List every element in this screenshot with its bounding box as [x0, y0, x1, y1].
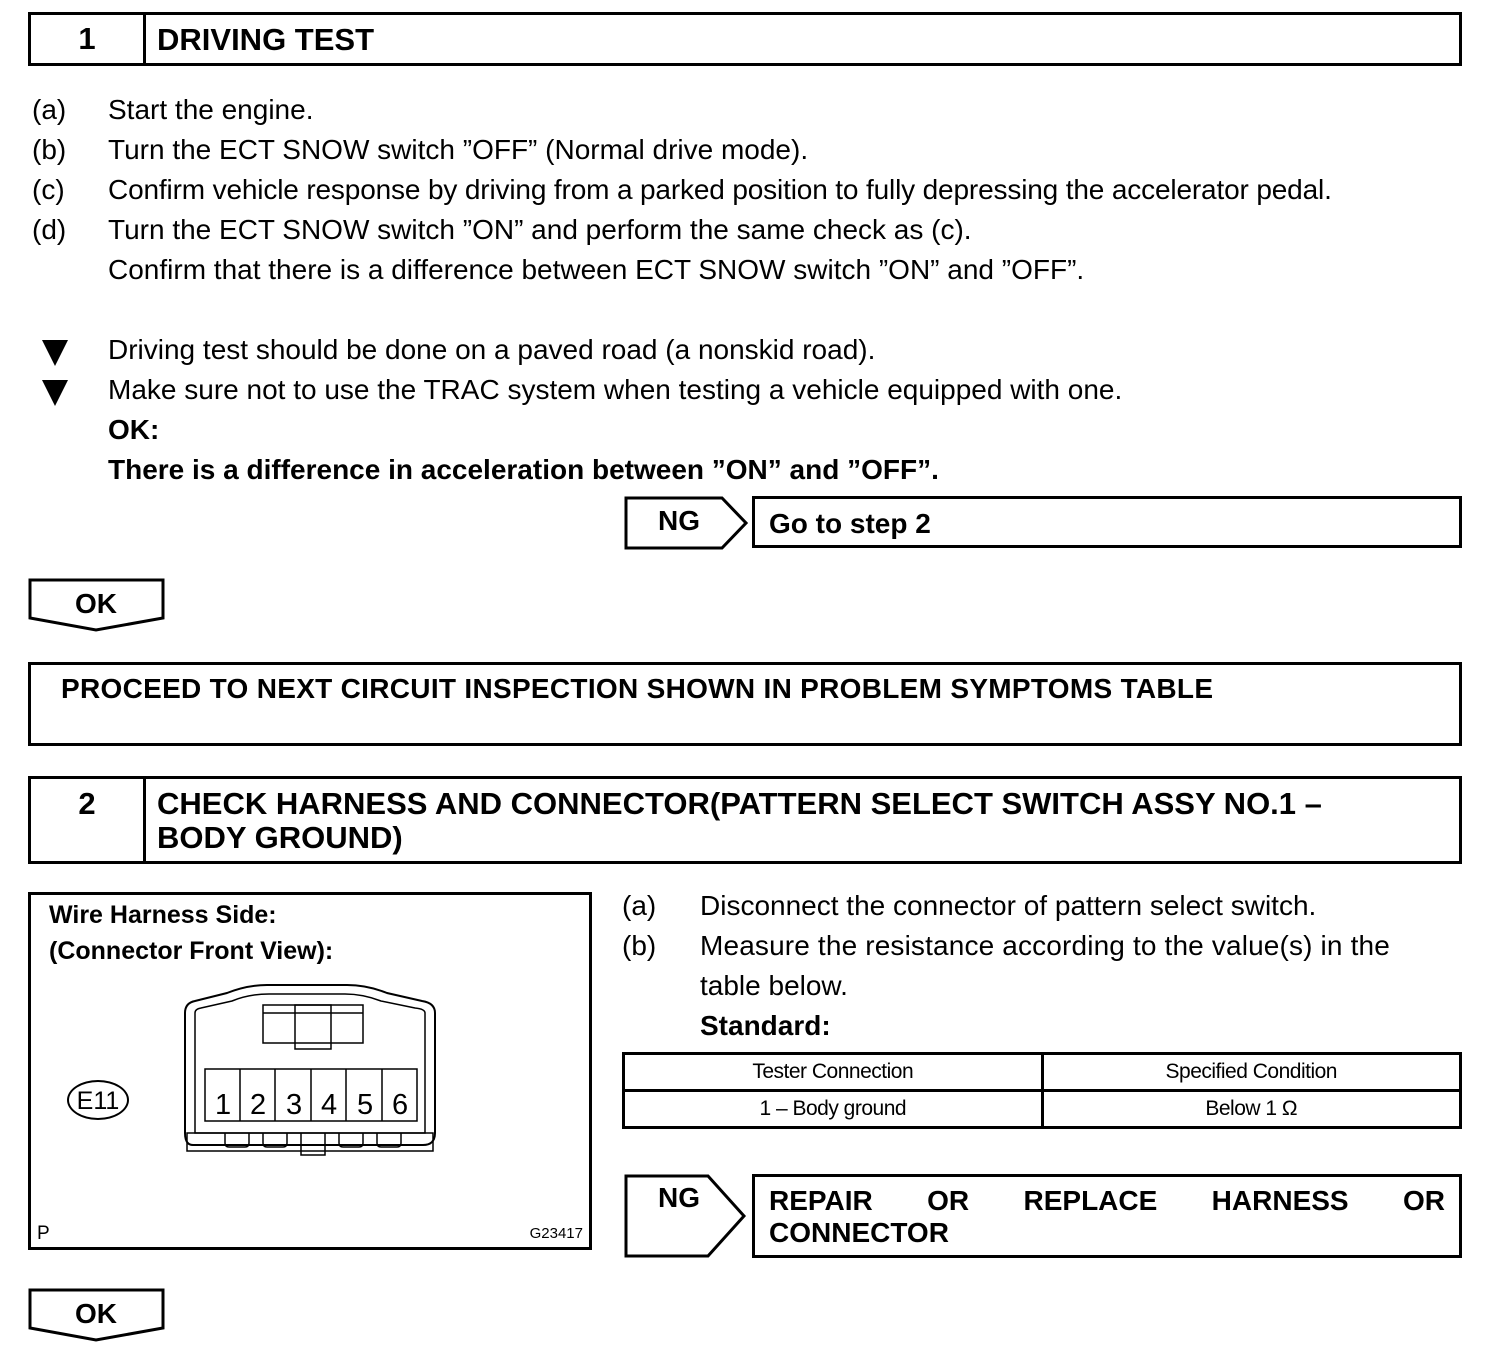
item-text: Confirm vehicle response by driving from a parked position to fully depressing the accelerator pedal.	[108, 174, 1332, 205]
ng-action-box	[752, 496, 1462, 548]
connector-pin-row	[205, 1089, 417, 1119]
table-cell: Below 1 Ω	[1042, 1091, 1461, 1128]
item-label: (b)	[622, 930, 657, 961]
item-text: Start the engine.	[108, 94, 314, 125]
ok-label: OK	[75, 1298, 117, 1329]
item-label: (a)	[622, 890, 657, 921]
step-2-title-line-1: CHECK HARNESS AND CONNECTOR(PATTERN SELECT SWITCH ASSY NO.1 –	[157, 786, 1322, 821]
ok-heading-text: OK:	[108, 414, 160, 445]
step-2-title-line-2: BODY GROUND)	[157, 820, 403, 855]
table-header: Tester Connection	[624, 1054, 1043, 1091]
table-header-row	[624, 1054, 1461, 1091]
connector-id-badge	[67, 1080, 129, 1120]
ng-action-line-1: REPAIR OR REPLACE HARNESS OR	[769, 1185, 1445, 1216]
figure-heading-1: Wire Harness Side:	[49, 901, 277, 929]
item-text: Measure the resistance according to the value(s) in the	[700, 930, 1390, 961]
item-text: Disconnect the connector of pattern select switch.	[700, 890, 1317, 921]
triangle-bullet-icon	[42, 380, 68, 406]
pin-1: 1	[215, 1089, 232, 1121]
pin-2: 2	[250, 1089, 267, 1121]
proceed-text: PROCEED TO NEXT CIRCUIT INSPECTION SHOWN IN PROBLEM SYMPTOMS TABLE	[61, 673, 1214, 704]
ng-action-box	[752, 1174, 1462, 1258]
ok-label: OK	[75, 588, 117, 619]
step-1-header	[28, 12, 1462, 66]
connector-drawing	[177, 983, 457, 1173]
figure-corner-mark: P	[37, 1223, 50, 1244]
step-2-header	[28, 776, 1462, 864]
table-cell: 1 – Body ground	[624, 1091, 1043, 1128]
item-label: (d)	[32, 214, 67, 245]
step-1-ng-branch[interactable]	[624, 496, 1464, 550]
spec-table	[622, 1052, 1462, 1129]
item-text: table below.	[700, 970, 848, 1001]
step-2-number: 2	[31, 779, 146, 861]
step-2-ng-branch[interactable]	[624, 1174, 1464, 1258]
table-row	[624, 1091, 1461, 1128]
step-1-number: 1	[31, 15, 146, 63]
connector-id: E11	[76, 1087, 120, 1115]
note-text: Make sure not to use the TRAC system when testing a vehicle equipped with one.	[108, 374, 1123, 405]
item-label: (c)	[32, 174, 65, 205]
pin-3: 3	[286, 1089, 303, 1121]
figure-heading-2: (Connector Front View):	[49, 937, 334, 965]
ng-label: NG	[658, 505, 700, 536]
item-text: Confirm that there is a difference between ECT SNOW switch ”ON” and ”OFF”.	[108, 254, 1085, 285]
pin-5: 5	[357, 1089, 374, 1121]
note-text: Driving test should be done on a paved road (a nonskid road).	[108, 334, 876, 365]
step-1-ok-branch[interactable]	[28, 578, 168, 634]
pin-6: 6	[392, 1089, 409, 1121]
ng-action-text: Go to step 2	[769, 508, 931, 539]
proceed-box	[28, 662, 1462, 746]
pin-4: 4	[321, 1089, 338, 1121]
figure-code: G23417	[529, 1225, 583, 1242]
item-text: Turn the ECT SNOW switch ”OFF” (Normal drive mode).	[108, 134, 809, 165]
step-1-title: DRIVING TEST	[157, 22, 375, 57]
triangle-bullet-icon	[42, 340, 68, 366]
step-2-ok-branch[interactable]	[28, 1288, 168, 1344]
ng-action-line-2: CONNECTOR	[769, 1217, 949, 1248]
connector-figure	[28, 892, 592, 1250]
item-text: Turn the ECT SNOW switch ”ON” and perform the same check as (c).	[108, 214, 972, 245]
item-label: (b)	[32, 134, 67, 165]
ok-condition-text: There is a difference in acceleration between ”ON” and ”OFF”.	[108, 454, 939, 485]
ng-label: NG	[658, 1182, 700, 1213]
item-label: (a)	[32, 94, 67, 125]
standard-label-text: Standard:	[700, 1010, 831, 1041]
table-header: Specified Condition	[1042, 1054, 1461, 1091]
